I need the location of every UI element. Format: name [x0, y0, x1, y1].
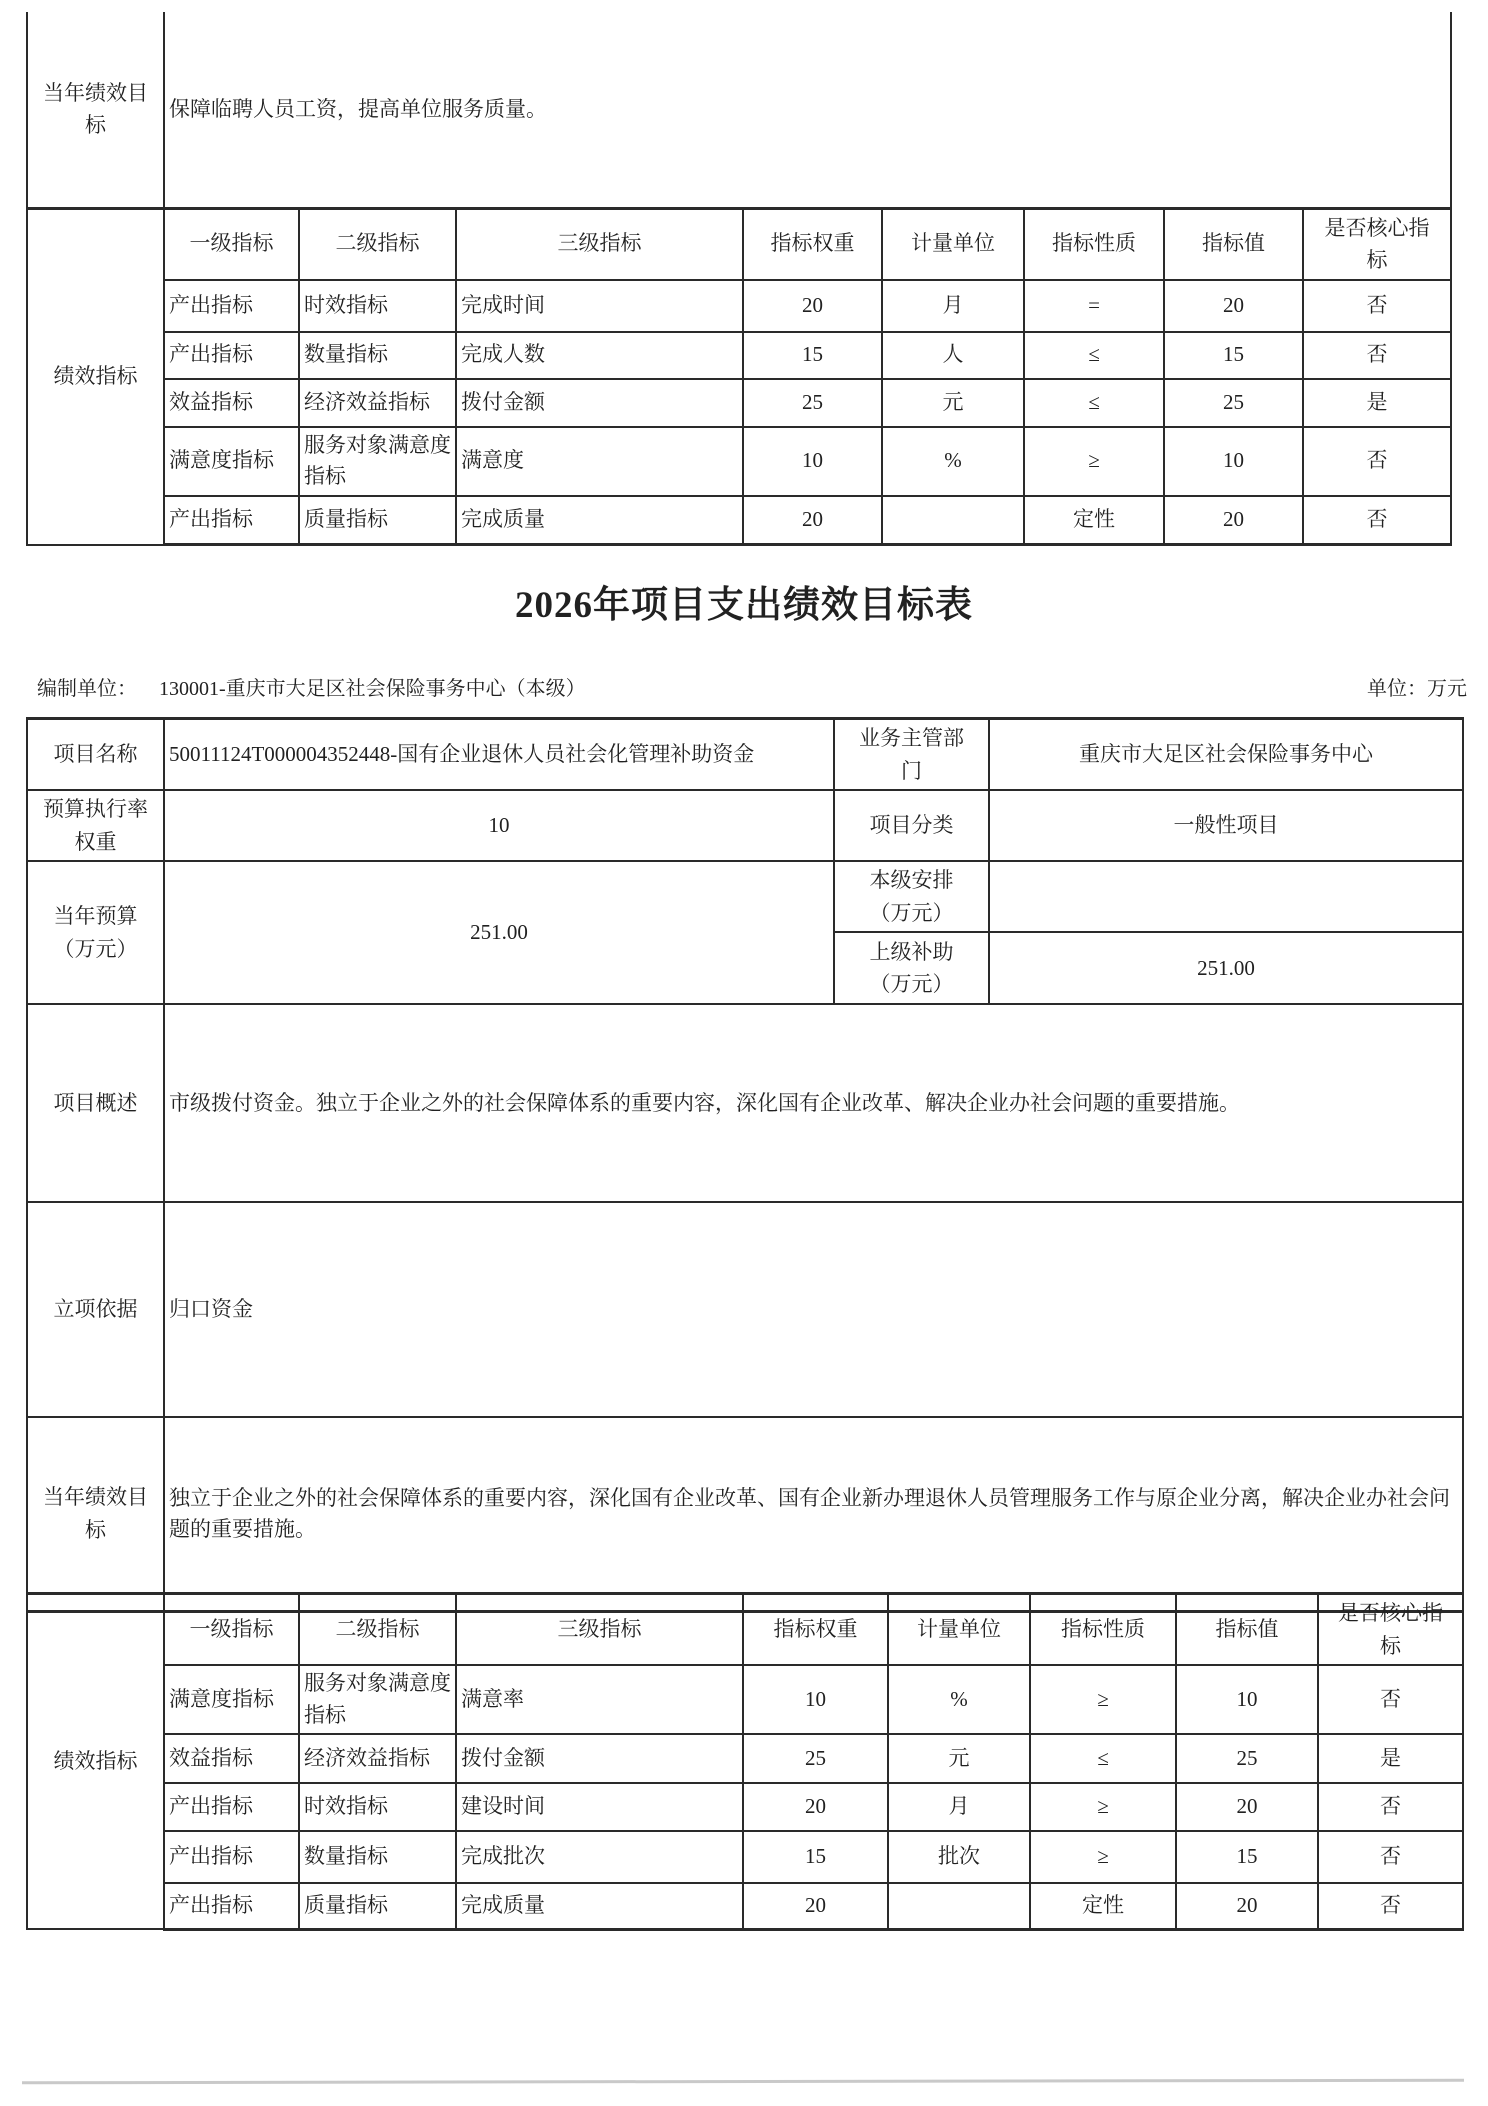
cell-level3: 完成时间: [456, 280, 743, 332]
cell-unit: [882, 496, 1024, 545]
cell-nature: ≥: [1024, 427, 1164, 496]
cell-unit: [888, 1883, 1030, 1929]
cell-weight: 20: [743, 1783, 888, 1831]
cell-nature: ≥: [1030, 1831, 1176, 1883]
prepared-by-value: 130001-重庆市大足区社会保险事务中心（本级）: [159, 678, 586, 700]
cell-nature: ≥: [1030, 1665, 1176, 1734]
cell-value: 20: [1176, 1783, 1318, 1831]
annual-target-text: 保障临聘人员工资，提高单位服务质量。: [164, 12, 1451, 208]
cell-level2: 服务对象满意度指标: [299, 1665, 456, 1734]
row-label-category: 项目分类: [834, 790, 989, 861]
cell-level2: 服务对象满意度指标: [299, 427, 456, 496]
basis-row: [27, 1202, 1463, 1417]
row-label-superior-subsidy-text: 上级补助（万元）: [869, 939, 954, 997]
header-core-indicator: [1303, 208, 1451, 280]
dept-value: 重庆市大足区社会保险事务中心: [989, 719, 1463, 791]
header-level1-indicator: 一级指标: [164, 208, 299, 280]
row-label-exec-rate-weight: [27, 790, 164, 861]
header-core-indicator-text: 是否核心指标: [1324, 215, 1430, 273]
header-level2-indicator: 二级指标: [299, 1594, 456, 1666]
prepared-by-label: 编制单位：: [37, 678, 137, 700]
cell-core: 否: [1303, 496, 1451, 545]
cell-level3: 完成质量: [456, 496, 743, 545]
cell-core: 是: [1318, 1734, 1463, 1783]
cell-level2: 时效指标: [299, 1783, 456, 1831]
project-name-value: 50011124T000004352448-国有企业退休人员社会化管理补助资金: [164, 719, 834, 791]
cell-weight: 25: [743, 1734, 888, 1783]
cell-unit: %: [882, 427, 1024, 496]
cell-unit: %: [888, 1665, 1030, 1734]
header-level3-indicator: 三级指标: [456, 208, 743, 280]
cell-level1: 产出指标: [164, 1883, 299, 1929]
cell-unit: 元: [882, 379, 1024, 427]
header-measure-unit: 计量单位: [888, 1594, 1030, 1666]
annual-target-row: [27, 12, 1451, 208]
overview-text: 市级拨付资金。独立于企业之外的社会保障体系的重要内容，深化国有企业改革、解决企业办社会问题的重要措施。: [164, 1004, 1463, 1202]
cell-value: 10: [1164, 427, 1303, 496]
row-label-annual-target: [27, 12, 164, 208]
indicator-header-row: [27, 208, 1451, 280]
cell-level2: 数量指标: [299, 332, 456, 379]
exec-rate-row: [27, 790, 1463, 861]
cell-level1: 产出指标: [164, 496, 299, 545]
cell-unit: 月: [888, 1783, 1030, 1831]
cell-value: 20: [1176, 1883, 1318, 1929]
cell-nature: ≤: [1024, 379, 1164, 427]
cell-nature: ≤: [1030, 1734, 1176, 1783]
cell-level2: 经济效益指标: [299, 1734, 456, 1783]
indicator-table-current-project: [26, 1592, 1464, 1931]
table-row: [27, 1734, 1463, 1783]
row-label-local-arrangement-text: 本级安排（万元）: [869, 868, 954, 925]
row-label-annual-budget-text: 当年预算（万元）: [53, 904, 138, 961]
cell-core: 否: [1303, 427, 1451, 496]
cell-weight: 20: [743, 1883, 888, 1929]
cell-level3: 完成人数: [456, 332, 743, 379]
header-level1-indicator: 一级指标: [164, 1594, 299, 1666]
cell-weight: 20: [743, 496, 882, 545]
cell-unit: 元: [888, 1734, 1030, 1783]
cell-level2: 数量指标: [299, 1831, 456, 1883]
cell-nature: ≥: [1030, 1783, 1176, 1831]
cell-nature: 定性: [1024, 496, 1164, 545]
table-row: [27, 379, 1451, 427]
row-label-local-arrangement: [834, 861, 989, 932]
cell-level2: 经济效益指标: [299, 379, 456, 427]
row-label-overview: 项目概述: [27, 1004, 164, 1202]
cell-core: 否: [1318, 1831, 1463, 1883]
row-label-annual-target-text: 当年绩效目标: [43, 1485, 148, 1543]
cell-core: 否: [1303, 280, 1451, 332]
annual-target-text: 独立于企业之外的社会保障体系的重要内容，深化国有企业改革、国有企业新办理退休人员管理服务工作与原企业分离，解决企业办社会问题的重要措施。: [164, 1417, 1463, 1611]
cell-core: 是: [1303, 379, 1451, 427]
cell-level1: 效益指标: [164, 1734, 299, 1783]
cell-nature: 定性: [1030, 1883, 1176, 1929]
indicator-header-row: [27, 1594, 1463, 1666]
currency-unit-note: 单位：万元: [1367, 678, 1467, 700]
table-row: [27, 427, 1451, 496]
cell-unit: 批次: [888, 1831, 1030, 1883]
header-measure-unit: 计量单位: [882, 208, 1024, 280]
row-label-basis: 立项依据: [27, 1202, 164, 1417]
cell-level1: 满意度指标: [164, 1665, 299, 1734]
cell-unit: 人: [882, 332, 1024, 379]
cell-weight: 10: [743, 427, 882, 496]
cell-level2: 质量指标: [299, 496, 456, 545]
page-title: 2026年项目支出绩效目标表: [515, 585, 973, 626]
row-label-dept: [834, 719, 989, 791]
cell-core: 否: [1318, 1665, 1463, 1734]
project-info-table: [26, 717, 1464, 1613]
cell-weight: 15: [743, 1831, 888, 1883]
budget-row: [27, 861, 1463, 932]
row-label-text: 当年绩效目标: [43, 80, 148, 138]
cell-level1: 效益指标: [164, 379, 299, 427]
overview-row: [27, 1004, 1463, 1202]
row-label-project-name: 项目名称: [27, 719, 164, 791]
cell-level3: 拨付金额: [456, 379, 743, 427]
row-label-annual-budget: [27, 861, 164, 1004]
cell-weight: 20: [743, 280, 882, 332]
project-name-row: [27, 719, 1463, 791]
basis-text: 归口资金: [164, 1202, 1463, 1417]
cell-level1: 产出指标: [164, 280, 299, 332]
table-row: [27, 1665, 1463, 1734]
cell-value: 10: [1176, 1665, 1318, 1734]
row-label-superior-subsidy: [834, 932, 989, 1004]
table-row: [27, 332, 1451, 379]
cell-level1: 产出指标: [164, 1783, 299, 1831]
cell-value: 25: [1176, 1734, 1318, 1783]
cell-value: 25: [1164, 379, 1303, 427]
exec-rate-weight-value: 10: [164, 790, 834, 861]
cell-level2: 质量指标: [299, 1883, 456, 1929]
superior-subsidy-value: 251.00: [989, 932, 1463, 1004]
cell-core: 否: [1318, 1783, 1463, 1831]
cell-level3: 满意率: [456, 1665, 743, 1734]
annual-target-row: [27, 1417, 1463, 1611]
cell-level2: 时效指标: [299, 280, 456, 332]
table-row: [27, 1831, 1463, 1883]
meta-line: [37, 672, 1467, 701]
header-indicator-nature: 指标性质: [1024, 208, 1164, 280]
indicator-table-previous-project: [26, 12, 1452, 546]
header-core-indicator: [1318, 1594, 1463, 1666]
cell-level3: 满意度: [456, 427, 743, 496]
row-label-dept-text: 业务主管部门: [859, 726, 964, 783]
header-level2-indicator: 二级指标: [299, 208, 456, 280]
cell-level1: 产出指标: [164, 1831, 299, 1883]
row-label-annual-target: [27, 1417, 164, 1611]
cell-core: 否: [1303, 332, 1451, 379]
cell-weight: 10: [743, 1665, 888, 1734]
cell-value: 15: [1176, 1831, 1318, 1883]
cell-nature: ≤: [1024, 332, 1164, 379]
table-row: [27, 1883, 1463, 1929]
cell-level3: 建设时间: [456, 1783, 743, 1831]
header-indicator-weight: 指标权重: [743, 208, 882, 280]
local-arrangement-value: [989, 861, 1463, 932]
cell-level1: 产出指标: [164, 332, 299, 379]
header-indicator-weight: 指标权重: [743, 1594, 888, 1666]
table-row: [27, 1783, 1463, 1831]
cell-value: 20: [1164, 496, 1303, 545]
header-indicator-value: 指标值: [1176, 1594, 1318, 1666]
category-value: 一般性项目: [989, 790, 1463, 861]
header-indicator-value: 指标值: [1164, 208, 1303, 280]
annual-budget-value: 251.00: [164, 861, 834, 1004]
row-label-performance-indicators: 绩效指标: [27, 208, 164, 545]
table-row: [27, 280, 1451, 332]
row-label-exec-rate-text: 预算执行率权重: [43, 797, 148, 854]
scan-artifact-line: [22, 2079, 1464, 2085]
cell-level3: 完成批次: [456, 1831, 743, 1883]
table-row: [27, 496, 1451, 545]
header-level3-indicator: 三级指标: [456, 1594, 743, 1666]
header-indicator-nature: 指标性质: [1030, 1594, 1176, 1666]
cell-nature: =: [1024, 280, 1164, 332]
cell-weight: 15: [743, 332, 882, 379]
header-core-indicator-text: 是否核心指标: [1338, 1601, 1443, 1658]
cell-value: 15: [1164, 332, 1303, 379]
cell-level3: 完成质量: [456, 1883, 743, 1929]
row-label-performance-indicators: 绩效指标: [27, 1594, 164, 1930]
cell-core: 否: [1318, 1883, 1463, 1929]
cell-level1: 满意度指标: [164, 427, 299, 496]
cell-unit: 月: [882, 280, 1024, 332]
cell-weight: 25: [743, 379, 882, 427]
cell-value: 20: [1164, 280, 1303, 332]
cell-level3: 拨付金额: [456, 1734, 743, 1783]
